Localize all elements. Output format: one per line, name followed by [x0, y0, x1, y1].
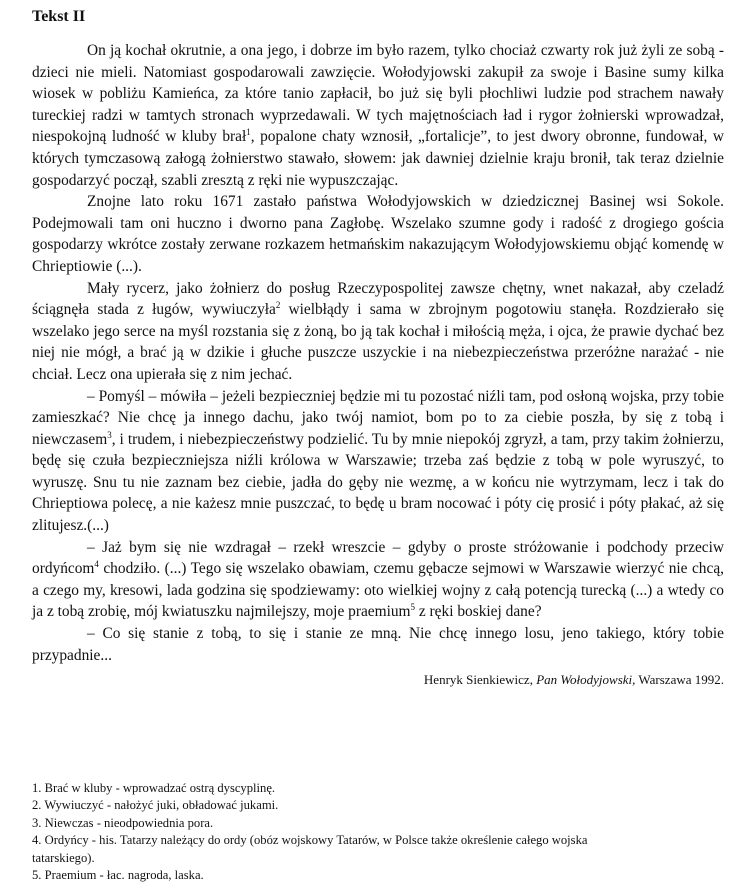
paragraph-3: Mały rycerz, jako żołnierz do posług Rzeczypospolitej zawsze chętny, wnet nakazał, aby czeladź ściągnęła stada z ługów, wywiuczyła$^2$ wielbłądy i sama w zbrojnym pogotowiu stanęła. Rozdzierało się wszelako jego serce na myśl rozstania się z żoną, bo ją tak kochał i miłością męża, i ojca, że prawie dychać bez niej nie mógł, a brać ją w dzikie i głuche puszcze uszyckie i na niebezpieczeństwa przeróżne narażać - nie chciał. Lecz ona upierała się z nim jechać. — [32, 279, 724, 383]
footnote-ref-1: 1 — [246, 127, 251, 138]
text-body — [32, 40, 724, 666]
footnotes — [32, 780, 732, 884]
work-title: Pan Wołodyjowski — [536, 672, 633, 688]
footnote-ref-5: 5 — [410, 602, 416, 613]
footnote-2: 2. Wywiuczyć - nałożyć juki, obładować jukami. — [32, 798, 279, 813]
paragraph-2: Znojne lato roku 1671 zastało państwa Wołodyjowskich w dziedzicznej Basinej wsi Sokole. Podejmowali tam oni huczno i dworno pana Zagłobę. Wszelako szumne gody i radość z drogiego gościa gospodarzy wkrótce zostały zerwane rozkazem hetmańskim nakazującym Wołodyjowskiemu objąć komendę w Chrieptiowie (...). — [32, 193, 724, 275]
paragraph-4-dialogue: – Pomyśl – mówiła – jeżeli bezpieczniej będzie mi tu pozostać niźli tam, pod osłoną wojska, przy tobie zamieszkać? Nie chcę ja innego dachu, jako twój namiot, bom po to za ciebie poszła, by się z tobą i niewczasem$^3$, i trudem, i niebezpieczeństwy podzielić. Tu by mnie niepokój zgryzł, a tam, przy takim żołnierzu, będę się czuła bezpieczniejsza niźli królowa w Warszawie; trzeba zaś będzie z tobą w pole wyruszyć, to wyruszę. Snu tu nie zaznam bez ciebie, jadła do gęby nie wezmę, a w końcu nie wytrzymam, lecz i tak do Chrieptiowa polecę, a nie każesz mnie puszczać, to będę u bram nocować i póty cię prosić i póty płakać, aż się zlitujesz.(...) — [32, 387, 724, 535]
footnote-4: 4. Ordyńcy - his. Tatarzy należący do ordy (obóz wojskowy Tatarów, w Polsce także określenie całego wojska — [32, 833, 588, 848]
footnote-3: 3. Niewczas - nieodpowiednia pora. — [32, 815, 214, 830]
footnote-5: 5. Praemium - łac. nagroda, laska. — [32, 868, 204, 883]
document-page — [32, 8, 724, 688]
footnote-ref-3: 3 — [107, 429, 112, 440]
paragraph-1: On ją kochał okrutnie, a ona jego, i dobrze im było razem, tylko chociaż czwarty rok już żyli ze sobą - dzieci nie mieli. Natomiast gospodarowali zawzięcie. Wołodyjowski zakupił za swoje i Basine sumy kilka wiosek w pobliżu Kamieńca, za które tanio zapłacił, bo już się byli płochliwi ludzie pod strachem nawały tureckiej radzi w tamtych stronach wyprzedawali. W tych majętnościach ład i rygor żołnierski wprowadzał, niespokojną ludność w kluby brał$^1$, popalone chaty wznosił, „fortalicje”, to jest dwory obronne, fundował, w których tymczasową załogą żołnierstwo stawało, słowem: jak dawniej dzielnie kraju bronił, tak teraz dzielnie gospodarzyć począł, szabli zresztą z ręki nie wypuszczając. — [32, 42, 724, 189]
text-title: Tekst II — [32, 8, 86, 25]
source-citation: Henryk Sienkiewicz, Pan Wołodyjowski, Warszawa 1992. — [423, 672, 724, 688]
footnote-ref-4: 4 — [94, 559, 99, 570]
footnote-1: 1. Brać w kluby - wprowadzać ostrą dyscyplinę. — [32, 781, 276, 795]
footnote-ref-2: 2 — [275, 300, 281, 310]
paragraph-5-dialogue: – Jaż bym się nie wzdragał – rzekł wreszcie – gdyby o proste stróżowanie i podchody przeciw ordyńcom$^4$ chodziło. (...) Tego się wszelako obawiam, czemu gębacze sejmowi w Warszawie wierzyć nie chcą, a czego my, kresowi, lada godzina się spodziewamy: oto wielkiej wojny z całą potencją turecką (...) a wtedy co ja z tobą zrobię, mój kwiatuszku najmilejszy, moje praemium$^5$ z ręki boskiej dane? — [32, 538, 724, 621]
footnote-4-continuation: tatarskiego). — [32, 850, 95, 865]
paragraph-6-dialogue: – Co się stanie z tobą, to się i stanie ze mną. Nie chcę innego losu, jeno takiego, który tobie przypadnie... — [32, 625, 724, 664]
